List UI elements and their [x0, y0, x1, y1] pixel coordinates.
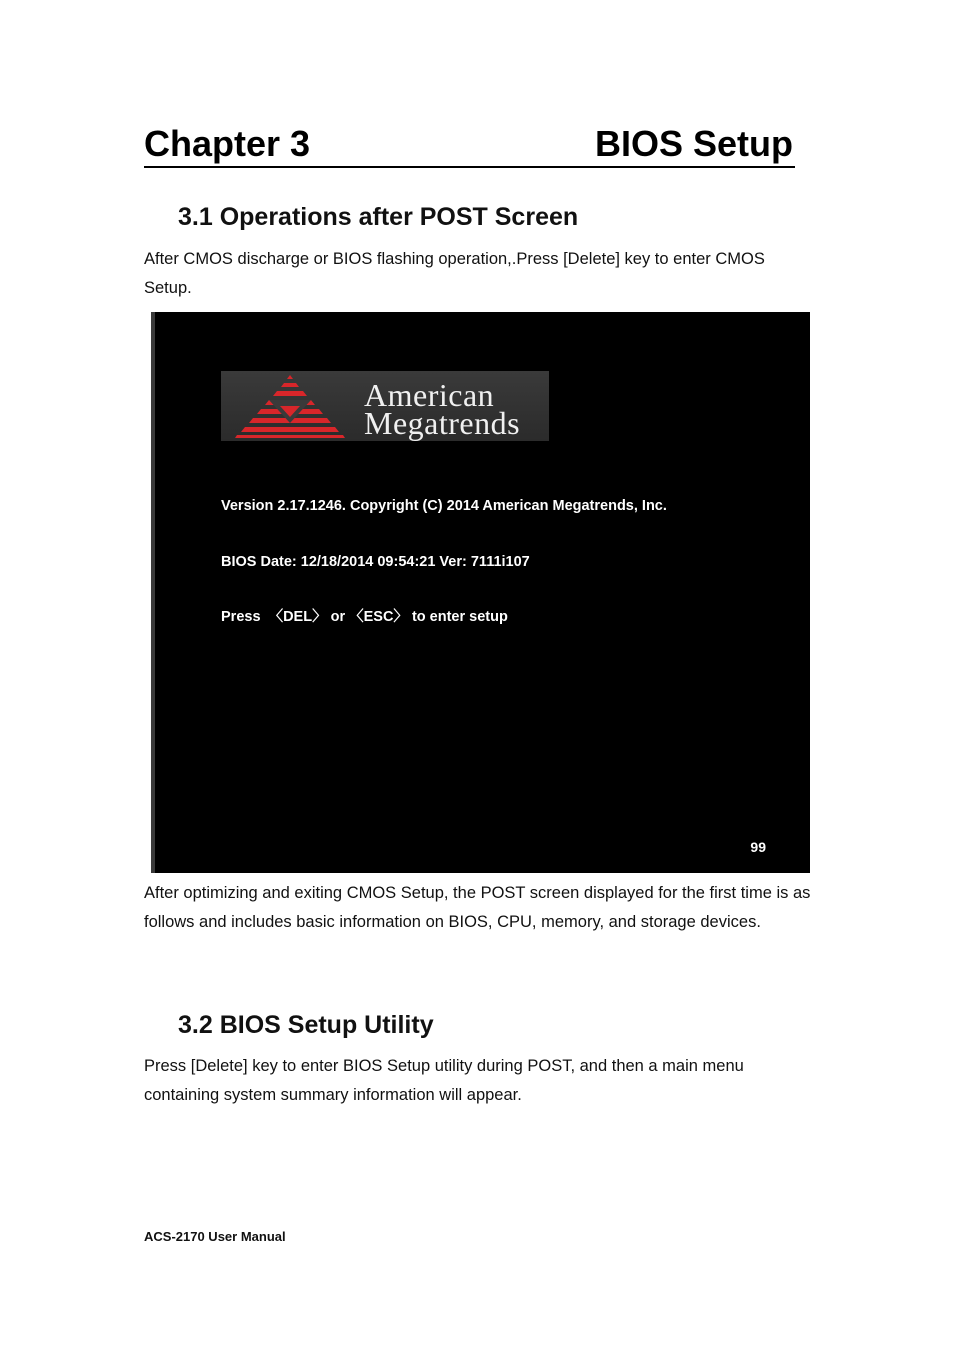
chapter-name: BIOS Setup — [594, 123, 793, 164]
ami-logo-word-megatrends: Megatrends — [364, 405, 521, 441]
ami-logo — [221, 371, 549, 441]
chapter-number: Chapter 3 — [144, 123, 311, 164]
post-press-key-line: Press 〈DEL〉 or 〈ESC〉 to enter setup — [221, 609, 508, 625]
post-screen-description-paragraph: After optimizing and exiting CMOS Setup, the POST screen displayed for the first time is as follows and includes basic information on BIOS, CPU, memory, and storage devices. — [144, 884, 811, 931]
ami-pyramid-icon — [225, 373, 355, 439]
post-bios-date-line: BIOS Date: 12/18/2014 09:54:21 Ver: 7111i107 — [221, 553, 530, 570]
section-3-2-paragraph: Press [Delete] key to enter BIOS Setup utility during POST, and then a main menu containing system summary information will appear. — [144, 1057, 744, 1104]
ami-logo-word-american: American — [364, 377, 495, 413]
post-code: 99 — [750, 839, 766, 855]
section-3-1-paragraph: After CMOS discharge or BIOS flashing operation,.Press [Delete] key to enter CMOS Setup. — [144, 250, 765, 297]
post-screen-image — [151, 312, 810, 873]
post-version-line: Version 2.17.1246. Copyright (C) 2014 American Megatrends, Inc. — [221, 498, 667, 514]
chapter-title — [144, 122, 795, 168]
section-heading-3-1: 3.1 Operations after POST Screen — [178, 203, 579, 231]
page-footer: ACS-2170 User Manual — [144, 1229, 286, 1244]
section-heading-3-2: 3.2 BIOS Setup Utility — [178, 1011, 434, 1039]
post-text-block — [221, 460, 667, 664]
